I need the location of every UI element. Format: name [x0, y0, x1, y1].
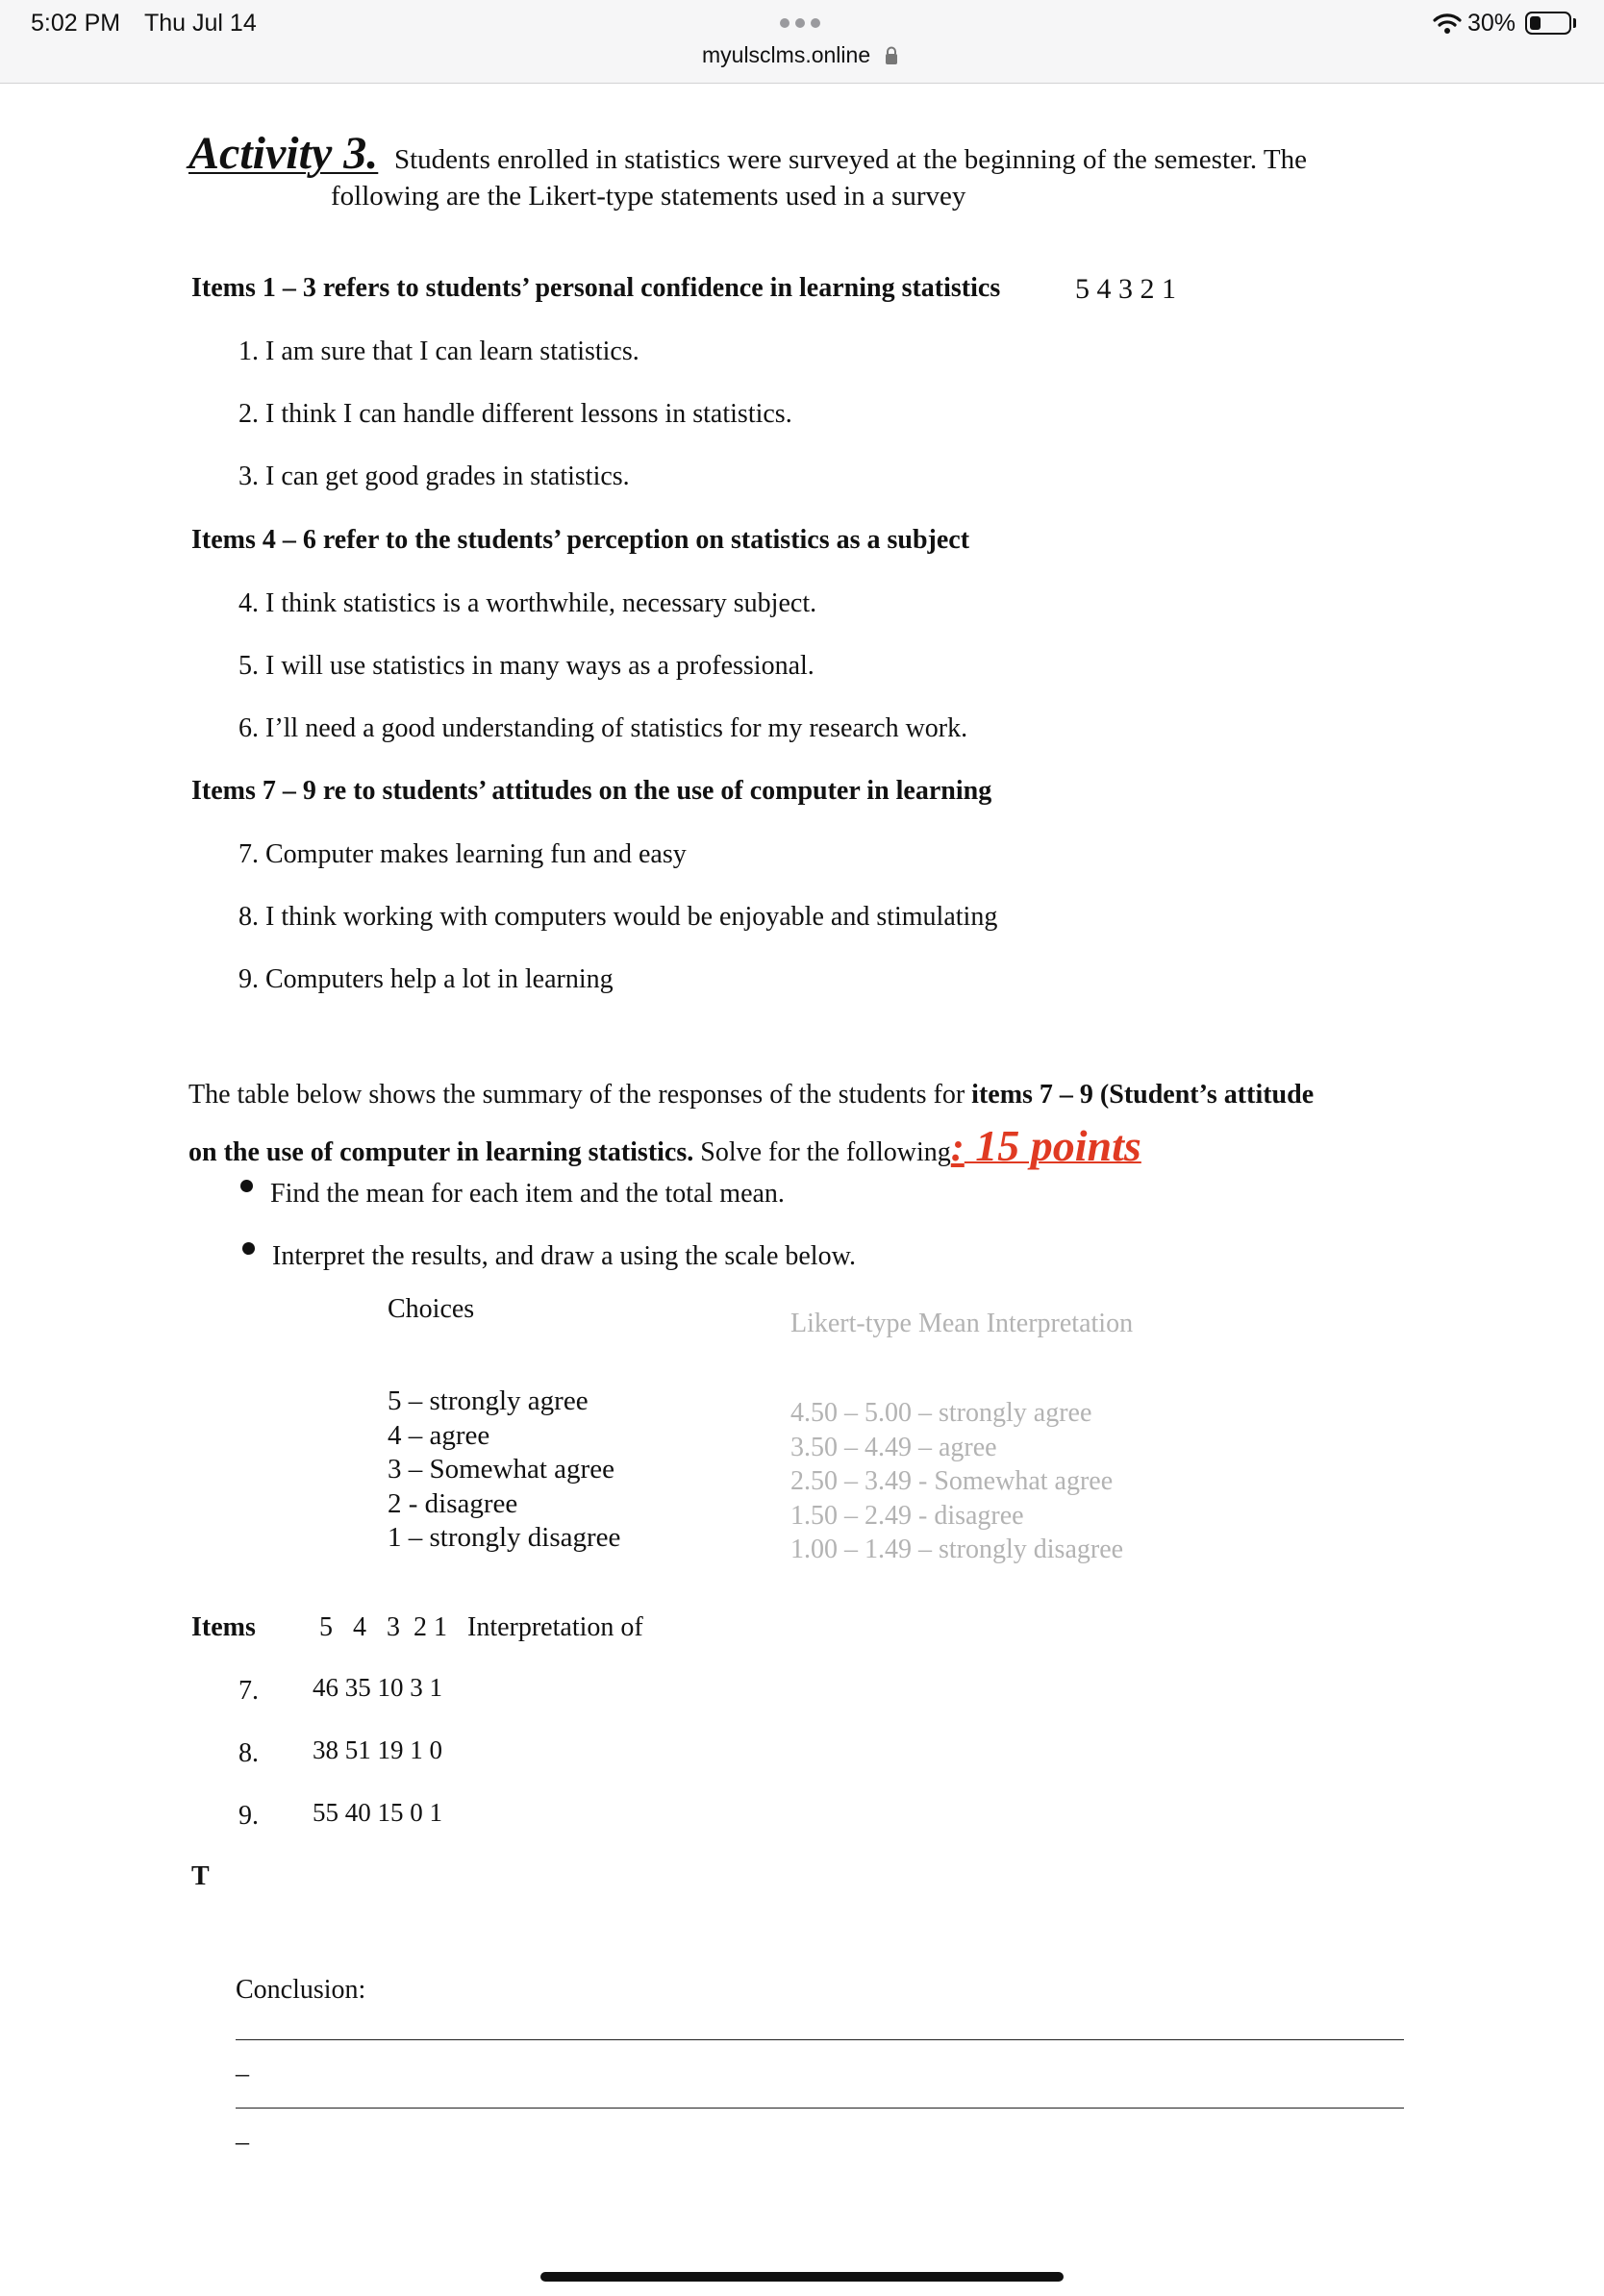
task-line1-text: The table below shows the summary of the responses of the students for: [188, 1080, 972, 1110]
activity-title: Activity 3.: [188, 128, 379, 179]
statement-2: 2. I think I can handle different lessons in statistics.: [238, 399, 792, 429]
interpretation-heading: Likert-type Mean Interpretation: [790, 1309, 1134, 1338]
conclusion-line-2: [236, 2108, 1404, 2109]
choice-5: 5 – strongly agree: [388, 1385, 589, 1416]
status-time: 5:02 PM: [31, 10, 121, 37]
battery-level: [1530, 16, 1541, 30]
wifi-icon: [1433, 12, 1462, 35]
home-indicator[interactable]: [540, 2272, 1064, 2282]
group2-heading: Items 4 – 6 refer to the students’ perception on statistics as a subject: [191, 525, 970, 555]
points-label: 15 points: [964, 1121, 1141, 1170]
statement-8: 8. I think working with computers would be enjoyable and stimulating: [238, 902, 998, 932]
activity-intro-line2: following are the Likert-type statements used in a survey: [331, 181, 966, 212]
conclusion-line-1: [236, 2039, 1404, 2040]
table-row-values: 55 40 15 0 1: [313, 1798, 442, 1827]
battery-tip: [1573, 18, 1576, 28]
choice-4: 4 – agree: [388, 1419, 490, 1451]
bullet-icon: [240, 1180, 253, 1192]
statement-3: 3. I can get good grades in statistics.: [238, 462, 630, 491]
conclusion-dash-2: _: [236, 2118, 249, 2148]
table-total-label: T: [191, 1861, 210, 1891]
choices-list: [388, 1385, 620, 1556]
table-header-items: Items: [191, 1612, 256, 1642]
statement-7: 7. Computer makes learning fun and easy: [238, 839, 687, 869]
group3-heading: Items 7 – 9 re to students’ attitudes on the use of computer in learning: [191, 776, 992, 806]
bullet-icon: [242, 1242, 255, 1255]
statement-9: 9. Computers help a lot in learning: [238, 964, 614, 994]
task-line-1: [188, 1080, 1314, 1111]
task-bullet-2: Interpret the results, and draw a using the scale below.: [272, 1241, 856, 1271]
task-line2-text: Solve for the following: [693, 1137, 951, 1167]
table-row-values: 38 51 19 1 0: [313, 1735, 442, 1764]
interpretation-agree: 3.50 – 4.49 – agree: [790, 1432, 997, 1462]
activity-intro-line1: Students enrolled in statistics were surveyed at the beginning of the semester. The: [394, 144, 1307, 175]
table-header-scale: 5 4 3 2 1 Interpretation of: [319, 1612, 643, 1642]
group1-heading: Items 1 – 3 refers to students’ personal confidence in learning statistics: [191, 273, 1001, 303]
choice-2: 2 - disagree: [388, 1487, 518, 1519]
table-row-item: 7.: [238, 1676, 259, 1706]
task-line1-bold: items 7 – 9 (Student’s attitude: [971, 1080, 1315, 1110]
table-row-item: 9.: [238, 1801, 259, 1831]
statement-6: 6. I’ll need a good understanding of statistics for my research work.: [238, 713, 968, 743]
status-date: Thu Jul 14: [144, 10, 257, 37]
table-row-values: 46 35 10 3 1: [313, 1673, 442, 1702]
interpretation-somewhat-agree: 2.50 – 3.49 - Somewhat agree: [790, 1466, 1114, 1496]
statement-1: 1. I am sure that I can learn statistics.: [238, 337, 639, 366]
interpretation-strongly-agree: 4.50 – 5.00 – strongly agree: [790, 1398, 1092, 1428]
interpretation-disagree: 1.50 – 2.49 - disagree: [790, 1500, 1024, 1531]
task-line2-bold: on the use of computer in learning statistics.: [188, 1137, 694, 1167]
more-dots-icon[interactable]: [777, 15, 823, 33]
task-line-2: [188, 1120, 1141, 1171]
group1-scale: 5 4 3 2 1: [1075, 273, 1176, 305]
battery-percent: 30%: [1467, 10, 1516, 37]
statement-5: 5. I will use statistics in many ways as a professional.: [238, 651, 815, 681]
table-row-item: 8.: [238, 1738, 259, 1768]
conclusion-label: Conclusion:: [236, 1975, 366, 2005]
address-bar-url[interactable]: myulsclms.online: [702, 42, 871, 67]
lock-icon: [885, 46, 898, 65]
conclusion-dash-1: _: [236, 2050, 249, 2080]
choices-heading: Choices: [388, 1294, 475, 1324]
choice-3: 3 – Somewhat agree: [388, 1454, 614, 1485]
task-bullet-1: Find the mean for each item and the total mean.: [270, 1179, 785, 1209]
browser-top-bar: [0, 0, 1604, 84]
interpretation-list: [790, 1396, 1123, 1567]
choice-1: 1 – strongly disagree: [388, 1522, 621, 1553]
battery-icon: [1525, 12, 1571, 35]
interpretation-strongly-disagree: 1.00 – 1.49 – strongly disagree: [790, 1535, 1124, 1564]
statement-4: 4. I think statistics is a worthwhile, necessary subject.: [238, 588, 817, 618]
points-colon: :: [950, 1126, 965, 1170]
